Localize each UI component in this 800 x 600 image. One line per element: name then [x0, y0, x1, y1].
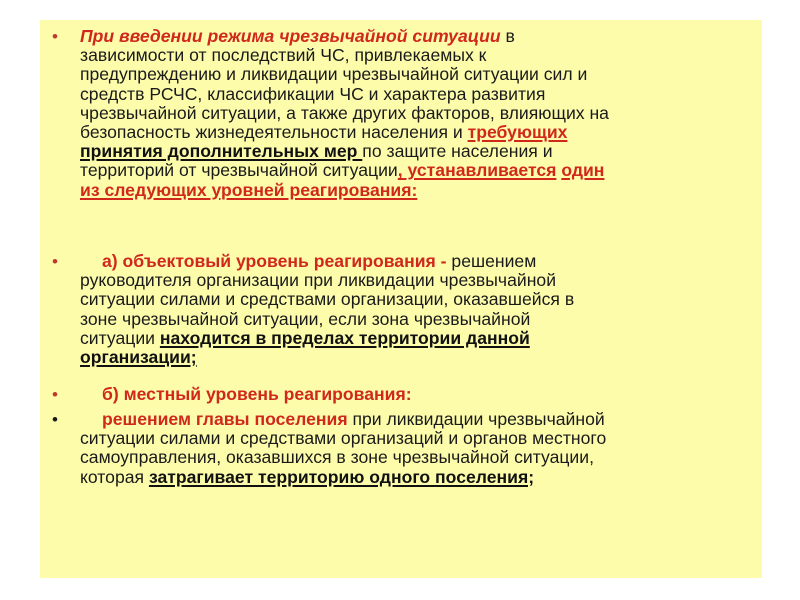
emphasis-run: требующих [467, 122, 568, 143]
text-run: при ликвидации чрезвычайной [347, 409, 605, 429]
text-run: средств РСЧС, классификации ЧС и характера развития [80, 83, 546, 104]
text-run: ситуации силами и средствами организации, оказавшейся в [80, 289, 575, 310]
text-run: ситуации силами и средствами организаций и органов местного [80, 428, 607, 449]
emphasis-run: , устанавливается [397, 160, 557, 181]
bullet-dot-icon: • [52, 385, 58, 404]
emphasis-run: из следующих уровней реагирования: [80, 179, 418, 200]
bullet-dot-icon: • [52, 252, 58, 271]
text-run: решением [446, 251, 537, 271]
text-run: по защите населения и [362, 141, 553, 162]
bullet-dot-icon: • [52, 27, 58, 46]
bullet-item [52, 410, 752, 487]
text-run: территорий от чрезвычайной ситуации [80, 160, 398, 181]
bullet-text [80, 27, 752, 200]
bullet-text [80, 410, 752, 487]
bullet-item [52, 385, 752, 404]
text-run: в [500, 26, 515, 46]
text-run: самоуправления, оказавшихся в зоне чрезвычайной ситуации, [80, 447, 594, 468]
bullet-lead: а) объектовый уровень реагирования - [102, 251, 447, 271]
emphasis-run: организации; [80, 347, 197, 368]
emphasis-run: находится в пределах территории данной [159, 327, 530, 348]
bullet-item [52, 252, 752, 367]
bullet-lead: решением главы поселения [102, 409, 348, 429]
text-run: зоне чрезвычайной ситуации, если зона чрезвычайной [80, 308, 531, 329]
emphasis-run: принятия дополнительных мер [80, 141, 363, 162]
text-run: зависимости от последствий ЧС, привлекаемых к [80, 45, 487, 66]
bullet-text [80, 252, 752, 367]
slide-panel [40, 20, 762, 578]
bullet-lead: При введении режима чрезвычайной ситуации [80, 26, 501, 46]
bullet-lead: б) местный уровень реагирования: [102, 384, 412, 404]
emphasis-run: один [561, 160, 605, 181]
bullet-text [80, 385, 752, 404]
bullet-dot-icon: • [52, 410, 58, 429]
text-run: безопасность жизнедеятельности населения и [80, 122, 468, 143]
text-run: которая [80, 466, 149, 487]
text-run: ситуации [80, 327, 160, 348]
emphasis-run: затрагивает территорию одного поселения; [148, 466, 535, 487]
text-run: руководителя организации при ликвидации чрезвычайной [80, 270, 557, 291]
text-run: чрезвычайной ситуации, а также других факторов, влияющих на [80, 102, 609, 123]
text-run: предупреждению и ликвидации чрезвычайной ситуации сил и [80, 64, 588, 85]
bullet-item [52, 27, 752, 200]
